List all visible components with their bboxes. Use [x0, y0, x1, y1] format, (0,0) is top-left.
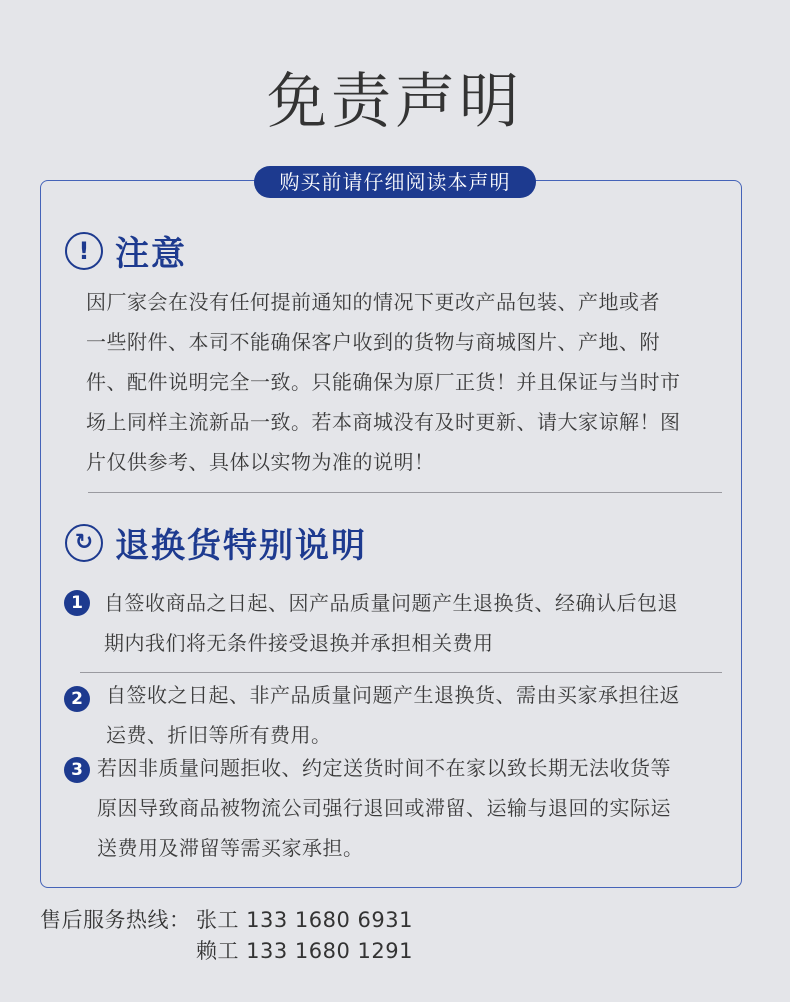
item-number-1: 1 [64, 590, 90, 616]
refresh-circle-icon: ↻ [65, 524, 103, 562]
notice-line: 因厂家会在没有任何提前通知的情况下更改产品包装、产地或者 [86, 290, 660, 314]
item-line: 自签收之日起、非产品质量问题产生退换货、需由买家承担往返 [106, 683, 680, 707]
item-line: 原因导致商品被物流公司强行退回或滞留、运输与退回的实际运 [97, 796, 671, 820]
banner-pill: 购买前请仔细阅读本声明 [254, 166, 536, 198]
notice-line: 件、配件说明完全一致。只能确保为原厂正货！并且保证与当时市 [86, 370, 681, 394]
notice-line: 片仅供参考、具体以实物为准的说明！ [86, 450, 435, 474]
item-line: 自签收商品之日起、因产品质量问题产生退换货、经确认后包退 [104, 591, 678, 615]
notice-title: 注意 [115, 234, 187, 274]
exclamation-circle-icon: ! [65, 232, 103, 270]
returns-header [65, 518, 367, 567]
returns-title: 退换货特别说明 [115, 526, 367, 566]
divider [88, 492, 722, 493]
notice-paragraph [86, 282, 681, 482]
notice-header [65, 226, 187, 275]
item-line: 送费用及滞留等需买家承担。 [97, 836, 364, 860]
list-item [104, 583, 678, 663]
item-line: 期内我们将无条件接受退换并承担相关费用 [104, 631, 494, 655]
item-number-2: 2 [64, 686, 90, 712]
divider [80, 672, 722, 673]
hotline-contact: 张工 133 1680 6931 [196, 908, 413, 932]
notice-line: 一些附件、本司不能确保客户收到的货物与商城图片、产地、附 [86, 330, 660, 354]
page-title: 免责声明 [267, 67, 523, 137]
hotline-label: 售后服务热线： [40, 908, 191, 932]
notice-line: 场上同样主流新品一致。若本商城没有及时更新、请大家谅解！图 [86, 410, 681, 434]
hotline-contact: 赖工 133 1680 1291 [196, 939, 413, 963]
item-line: 运费、折旧等所有费用。 [106, 723, 332, 747]
item-number-3: 3 [64, 757, 90, 783]
item-line: 若因非质量问题拒收、约定送货时间不在家以致长期无法收货等 [97, 756, 671, 780]
list-item [106, 675, 680, 755]
list-item [97, 748, 671, 868]
